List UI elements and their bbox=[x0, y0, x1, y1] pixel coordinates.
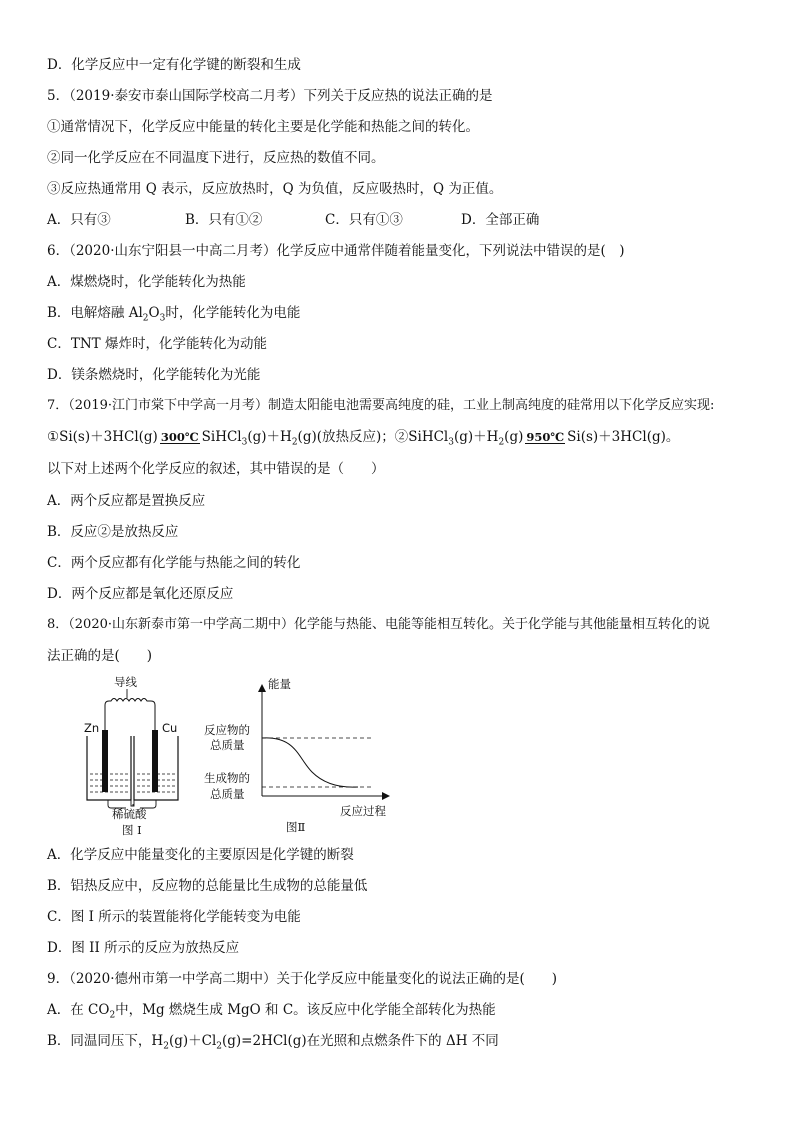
q4-option-d: D．化学反应中一定有化学键的断裂和生成 bbox=[47, 57, 301, 73]
acid-label: 稀硫酸 bbox=[112, 807, 147, 821]
q5-option-c: C．只有①③ bbox=[325, 212, 403, 228]
figure-1-galvanic-cell bbox=[78, 672, 208, 840]
q5-option-a: A．只有③ bbox=[47, 212, 111, 228]
q8-stem: 8．（2020·山东新泰市第一中学高二期中）化学能与热能、电能等能相互转化。关于化学能与其他能量相互转化的说 bbox=[47, 617, 710, 632]
q9-option-b: B．同温同压下，$H_2(g)+Cl_2(g)=2HCl(g)$在光照和点燃条件下的 ΔH 不同 bbox=[47, 1033, 499, 1052]
q6-option-d: D．镁条燃烧时，化学能转化为光能 bbox=[47, 367, 261, 383]
q8-option-a: A．化学反应中能量变化的主要原因是化学键的断裂 bbox=[47, 847, 354, 863]
q9-option-a: A．在 $CO_2$中，Mg 燃烧生成 MgO 和 C。该反应中化学能全部转化为热能 bbox=[47, 1002, 496, 1021]
product-label-1: 生成物的 bbox=[204, 771, 250, 785]
q5-option-d: D．全部正确 bbox=[461, 212, 540, 228]
q7-question: 以下对上述两个化学反应的叙述，其中错误的是（ ） bbox=[47, 461, 385, 477]
q8-option-b: B．铝热反应中，反应物的总能量比生成物的总能量低 bbox=[47, 878, 368, 894]
q8-stem-cont: 法正确的是( ) bbox=[47, 648, 153, 664]
figure-1-caption: 图 I bbox=[122, 823, 142, 837]
zn-label: Zn bbox=[84, 721, 100, 735]
reactant-label-1: 反应物的 bbox=[204, 723, 250, 737]
q7-option-a: A．两个反应都是置换反应 bbox=[47, 493, 206, 509]
cu-electrode bbox=[152, 730, 158, 792]
q7-option-c: C．两个反应都有化学能与热能之间的转化 bbox=[47, 555, 301, 571]
q5-statement-3: ③反应热通常用 Q 表示，反应放热时，Q 为负值，反应吸热时，Q 为正值。 bbox=[47, 181, 503, 197]
q7-option-d: D．两个反应都是氧化还原反应 bbox=[47, 586, 234, 602]
condition-300: 300℃ bbox=[160, 430, 199, 444]
zn-electrode bbox=[102, 730, 108, 792]
q7-option-b: B．反应②是放热反应 bbox=[47, 524, 179, 540]
q6-option-b: B．电解熔融 $Al_2O_3$时，化学能转化为电能 bbox=[47, 305, 301, 324]
q7-stem: 7．（2019·江门市棠下中学高一月考）制造太阳能电池需要高纯度的硅，工业上制高纯度的硅常用以下化学反应实现: bbox=[47, 398, 715, 413]
q5-options bbox=[47, 211, 539, 229]
energy-curve bbox=[262, 738, 358, 787]
reactant-label-2: 总质量 bbox=[210, 738, 245, 752]
x-axis-label: 反应过程 bbox=[340, 804, 386, 818]
figure-2-energy-diagram bbox=[200, 672, 400, 840]
q6-option-a: A．煤燃烧时，化学能转化为热能 bbox=[47, 274, 246, 290]
cu-label: Cu bbox=[162, 721, 178, 735]
product-label-2: 总质量 bbox=[210, 787, 245, 801]
q6-option-c: C．TNT 爆炸时，化学能转化为动能 bbox=[47, 336, 267, 352]
q8-option-c: C．图 I 所示的装置能将化学能转变为电能 bbox=[47, 909, 301, 925]
q5-statement-1: ①通常情况下，化学反应中能量的转化主要是化学能和热能之间的转化。 bbox=[47, 119, 479, 135]
q7-equations: ①Si(s)＋3HCl(g) 300℃ $SiHCl_3(g)+H_2(g)$(放热反应)；$②SiHCl_3(g)+H_2(g)$ 950℃ Si(s)＋3HCl(g)。 bbox=[47, 429, 680, 448]
figure-2-caption: 图Ⅱ bbox=[286, 820, 306, 834]
q5-option-b: B．只有①② bbox=[185, 212, 263, 228]
q9-stem: 9．（2020·德州市第一中学高二期中）关于化学反应中能量变化的说法正确的是( ) bbox=[47, 971, 558, 987]
y-axis-label: 能量 bbox=[268, 677, 291, 691]
condition-950: 950℃ bbox=[526, 430, 565, 444]
q6-stem: 6．（2020·山东宁阳县一中高二月考）化学反应中通常伴随着能量变化，下列说法中错误的是( ) bbox=[47, 243, 625, 259]
q5-statement-2: ②同一化学反应在不同温度下进行，反应热的数值不同。 bbox=[47, 150, 385, 166]
q5-stem: 5．（2019·泰安市泰山国际学校高二月考）下列关于反应热的说法正确的是 bbox=[47, 88, 493, 104]
wire-label: 导线 bbox=[114, 675, 137, 689]
q8-option-d: D．图 II 所示的反应为放热反应 bbox=[47, 940, 240, 956]
